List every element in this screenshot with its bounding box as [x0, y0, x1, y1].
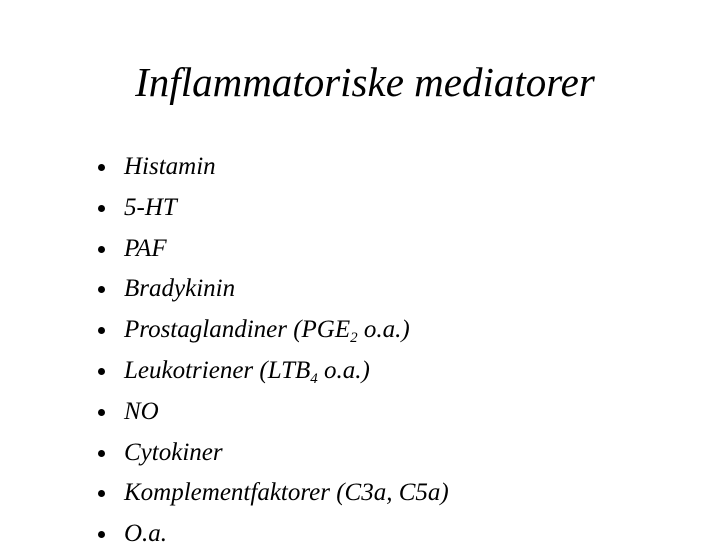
bullet-icon: [98, 490, 105, 497]
list-item-text: PAF: [124, 234, 167, 262]
slide-title: Inflammatoriske mediatorer: [135, 59, 595, 105]
bullet-icon: [98, 164, 105, 171]
list-item-text: O.a.: [124, 520, 168, 548]
text-part: Leukotriener (LTB: [124, 356, 311, 384]
text-part: o.a.): [317, 356, 370, 384]
text-part: Prostaglandiner (PGE: [124, 316, 351, 344]
list-item-text: NO: [124, 397, 159, 425]
list-item-text: Bradykinin: [124, 275, 236, 303]
bullet-icon: [98, 205, 105, 212]
text-part: o.a.): [357, 316, 410, 344]
list-item-text: 5-HT: [124, 193, 177, 221]
subscript: 2: [350, 330, 358, 347]
list-item-text: Histamin: [124, 153, 216, 180]
bullet-icon: [98, 327, 105, 334]
bullet-icon: [98, 368, 105, 375]
subscript: 4: [310, 370, 318, 387]
list-item-text: [124, 310, 410, 351]
bullet-icon: [98, 450, 105, 457]
list-item-text: Komplementfaktorer (C3a, C5a): [124, 479, 449, 507]
bullet-icon: [98, 286, 105, 293]
list-item-text: Cytokiner: [124, 438, 223, 466]
bullet-icon: [98, 409, 105, 416]
list-item-text: [124, 351, 370, 392]
bullet-icon: [98, 246, 105, 253]
bullet-icon: [98, 531, 105, 538]
